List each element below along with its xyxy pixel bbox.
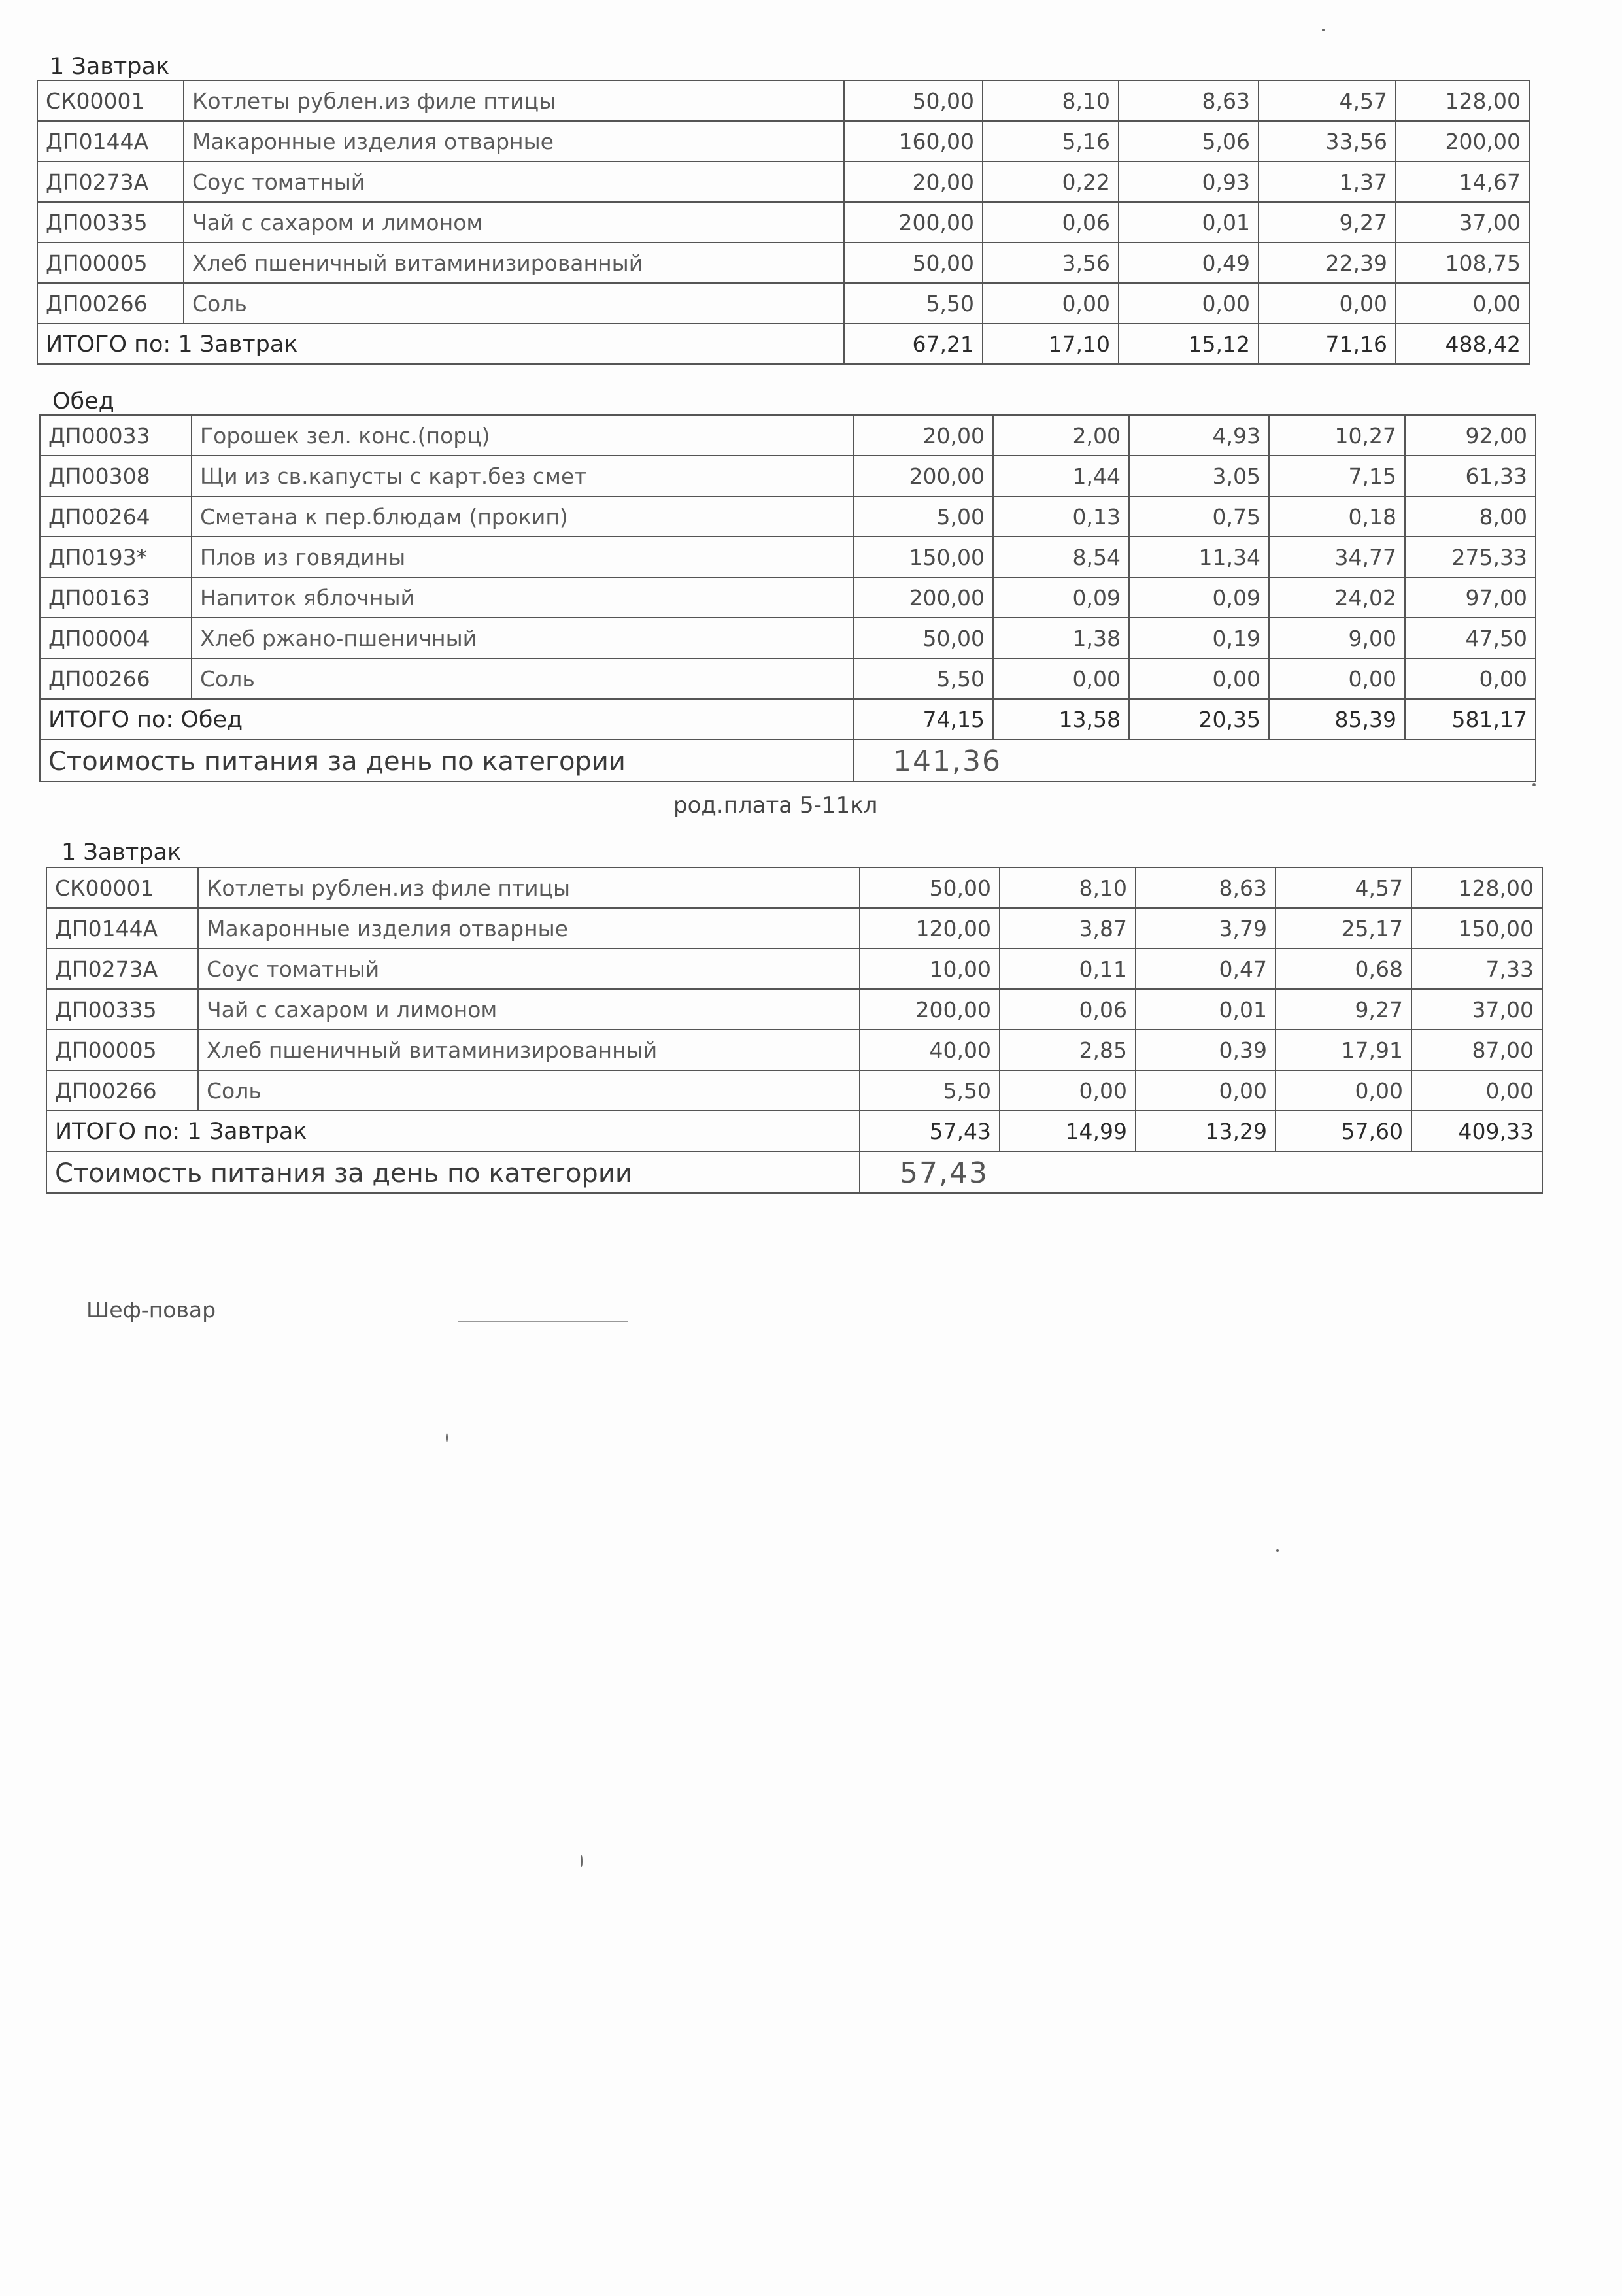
table-row [40, 618, 1536, 658]
total-weight: 57,43 [860, 1111, 1000, 1151]
dish-code: СК00001 [37, 80, 184, 121]
weight-cell: 200,00 [853, 577, 993, 618]
dish-code: ДП00335 [37, 202, 184, 243]
menu-table-breakfast-1 [37, 80, 1530, 365]
dish-code: ДП00033 [40, 415, 192, 456]
protein-cell: 0,00 [983, 283, 1119, 324]
table-row [37, 80, 1529, 121]
kcal-cell: 7,33 [1411, 949, 1542, 989]
table-row [37, 243, 1529, 283]
dish-name: Горошек зел. конс.(порц) [192, 415, 853, 456]
table-row [40, 415, 1536, 456]
dish-name: Напиток яблочный [192, 577, 853, 618]
total-weight: 67,21 [844, 324, 983, 364]
total-row [46, 1111, 1542, 1151]
table-row [46, 868, 1542, 908]
dish-name: Хлеб пшеничный витаминизированный [198, 1030, 860, 1070]
weight-cell: 200,00 [853, 456, 993, 496]
dish-name: Макаронные изделия отварные [198, 908, 860, 949]
fat-cell: 0,19 [1129, 618, 1269, 658]
kcal-cell: 8,00 [1405, 496, 1536, 537]
fat-cell: 0,39 [1136, 1030, 1276, 1070]
table-row [37, 161, 1529, 202]
weight-cell: 5,50 [853, 658, 993, 699]
scan-speck [1276, 1549, 1279, 1552]
table-row [40, 537, 1536, 577]
total-carbs: 57,60 [1276, 1111, 1411, 1151]
dish-name: Хлеб ржано-пшеничный [192, 618, 853, 658]
kcal-cell: 37,00 [1411, 989, 1542, 1030]
weight-cell: 5,50 [860, 1070, 1000, 1111]
table-row [40, 456, 1536, 496]
dish-name: Соус томатный [198, 949, 860, 989]
fat-cell: 4,93 [1129, 415, 1269, 456]
kcal-cell: 128,00 [1411, 868, 1542, 908]
fat-cell: 0,00 [1129, 658, 1269, 699]
cost-row [40, 739, 1536, 781]
dish-code: ДП0144А [37, 121, 184, 161]
kcal-cell: 150,00 [1411, 908, 1542, 949]
dish-code: СК00001 [46, 868, 198, 908]
carbs-cell: 1,37 [1259, 161, 1396, 202]
fat-cell: 0,47 [1136, 949, 1276, 989]
dish-name: Хлеб пшеничный витаминизированный [184, 243, 844, 283]
fat-cell: 3,05 [1129, 456, 1269, 496]
protein-cell: 3,87 [1000, 908, 1136, 949]
weight-cell: 50,00 [853, 618, 993, 658]
menu-table-lunch [39, 414, 1536, 782]
total-label: ИТОГО по: Обед [40, 699, 853, 739]
dish-name: Соль [198, 1070, 860, 1111]
protein-cell: 8,10 [1000, 868, 1136, 908]
fat-cell: 5,06 [1119, 121, 1259, 161]
weight-cell: 200,00 [844, 202, 983, 243]
weight-cell: 20,00 [844, 161, 983, 202]
dish-name: Макаронные изделия отварные [184, 121, 844, 161]
weight-cell: 10,00 [860, 949, 1000, 989]
weight-cell: 50,00 [844, 243, 983, 283]
total-protein: 14,99 [1000, 1111, 1136, 1151]
table-row [46, 1070, 1542, 1111]
table-row [37, 121, 1529, 161]
dish-name: Котлеты рублен.из филе птицы [184, 80, 844, 121]
dish-code: ДП00264 [40, 496, 192, 537]
kcal-cell: 61,33 [1405, 456, 1536, 496]
signature-line [458, 1321, 628, 1322]
kcal-cell: 108,75 [1396, 243, 1529, 283]
table-row [46, 949, 1542, 989]
weight-cell: 150,00 [853, 537, 993, 577]
kcal-cell: 97,00 [1405, 577, 1536, 618]
scan-speck [1532, 783, 1536, 786]
dish-code: ДП00335 [46, 989, 198, 1030]
kcal-cell: 0,00 [1411, 1070, 1542, 1111]
weight-cell: 40,00 [860, 1030, 1000, 1070]
carbs-cell: 34,77 [1269, 537, 1405, 577]
dish-code: ДП0273А [37, 161, 184, 202]
protein-cell: 3,56 [983, 243, 1119, 283]
protein-cell: 1,38 [993, 618, 1129, 658]
weight-cell: 5,50 [844, 283, 983, 324]
scan-speck [581, 1855, 583, 1867]
carbs-cell: 0,00 [1276, 1070, 1411, 1111]
cost-row [46, 1151, 1542, 1193]
protein-cell: 0,06 [983, 202, 1119, 243]
section-title-lunch: Обед [52, 388, 114, 414]
weight-cell: 20,00 [853, 415, 993, 456]
dish-name: Щи из св.капусты с карт.без смет [192, 456, 853, 496]
dish-name: Соль [184, 283, 844, 324]
protein-cell: 2,00 [993, 415, 1129, 456]
dish-code: ДП00266 [40, 658, 192, 699]
total-fat: 13,29 [1136, 1111, 1276, 1151]
weight-cell: 50,00 [860, 868, 1000, 908]
fat-cell: 0,00 [1136, 1070, 1276, 1111]
dish-code: ДП00266 [37, 283, 184, 324]
menu-table-breakfast-2 [46, 867, 1543, 1194]
total-row [37, 324, 1529, 364]
dish-code: ДП0273А [46, 949, 198, 989]
table-row [40, 496, 1536, 537]
protein-cell: 2,85 [1000, 1030, 1136, 1070]
fat-cell: 8,63 [1119, 80, 1259, 121]
dish-name: Чай с сахаром и лимоном [198, 989, 860, 1030]
dish-code: ДП0144А [46, 908, 198, 949]
total-kcal: 581,17 [1405, 699, 1536, 739]
dish-code: ДП0193* [40, 537, 192, 577]
total-carbs: 85,39 [1269, 699, 1405, 739]
table-row [40, 658, 1536, 699]
fat-cell: 3,79 [1136, 908, 1276, 949]
carbs-cell: 17,91 [1276, 1030, 1411, 1070]
protein-cell: 0,00 [993, 658, 1129, 699]
carbs-cell: 0,18 [1269, 496, 1405, 537]
breakfast-2-rows [46, 868, 1542, 1193]
total-label: ИТОГО по: 1 Завтрак [37, 324, 844, 364]
fat-cell: 0,01 [1119, 202, 1259, 243]
protein-cell: 0,13 [993, 496, 1129, 537]
cost-value: 57,43 [860, 1151, 1542, 1193]
kcal-cell: 0,00 [1396, 283, 1529, 324]
table-row [37, 283, 1529, 324]
dish-name: Котлеты рублен.из филе птицы [198, 868, 860, 908]
dish-code: ДП00005 [37, 243, 184, 283]
fat-cell: 0,00 [1119, 283, 1259, 324]
protein-cell: 1,44 [993, 456, 1129, 496]
carbs-cell: 25,17 [1276, 908, 1411, 949]
carbs-cell: 9,27 [1276, 989, 1411, 1030]
dish-code: ДП00004 [40, 618, 192, 658]
weight-cell: 120,00 [860, 908, 1000, 949]
cost-value: 141,36 [853, 739, 1536, 781]
total-label: ИТОГО по: 1 Завтрак [46, 1111, 860, 1151]
carbs-cell: 33,56 [1259, 121, 1396, 161]
kcal-cell: 87,00 [1411, 1030, 1542, 1070]
protein-cell: 0,22 [983, 161, 1119, 202]
fat-cell: 8,63 [1136, 868, 1276, 908]
carbs-cell: 22,39 [1259, 243, 1396, 283]
fat-cell: 0,93 [1119, 161, 1259, 202]
protein-cell: 0,00 [1000, 1070, 1136, 1111]
protein-cell: 5,16 [983, 121, 1119, 161]
breakfast-1-rows [37, 80, 1529, 364]
carbs-cell: 24,02 [1269, 577, 1405, 618]
weight-cell: 5,00 [853, 496, 993, 537]
carbs-cell: 9,27 [1259, 202, 1396, 243]
kcal-cell: 47,50 [1405, 618, 1536, 658]
carbs-cell: 0,68 [1276, 949, 1411, 989]
kcal-cell: 200,00 [1396, 121, 1529, 161]
kcal-cell: 14,67 [1396, 161, 1529, 202]
lunch-rows [40, 415, 1536, 781]
protein-cell: 0,09 [993, 577, 1129, 618]
fat-cell: 0,49 [1119, 243, 1259, 283]
scan-speck [446, 1433, 448, 1442]
kcal-cell: 92,00 [1405, 415, 1536, 456]
table-row [37, 202, 1529, 243]
section-title-breakfast-1: 1 Завтрак [50, 54, 170, 80]
fat-cell: 0,01 [1136, 989, 1276, 1030]
dish-name: Сметана к пер.блюдам (прокип) [192, 496, 853, 537]
fat-cell: 11,34 [1129, 537, 1269, 577]
total-kcal: 488,42 [1396, 324, 1529, 364]
dish-code: ДП00163 [40, 577, 192, 618]
weight-cell: 160,00 [844, 121, 983, 161]
dish-name: Чай с сахаром и лимоном [184, 202, 844, 243]
kcal-cell: 0,00 [1405, 658, 1536, 699]
category-subtitle: род.плата 5-11кл [673, 792, 878, 819]
weight-cell: 200,00 [860, 989, 1000, 1030]
total-fat: 15,12 [1119, 324, 1259, 364]
total-kcal: 409,33 [1411, 1111, 1542, 1151]
dish-name: Плов из говядины [192, 537, 853, 577]
protein-cell: 8,10 [983, 80, 1119, 121]
weight-cell: 50,00 [844, 80, 983, 121]
carbs-cell: 9,00 [1269, 618, 1405, 658]
dish-code: ДП00266 [46, 1070, 198, 1111]
carbs-cell: 7,15 [1269, 456, 1405, 496]
total-fat: 20,35 [1129, 699, 1269, 739]
dish-name: Соль [192, 658, 853, 699]
kcal-cell: 275,33 [1405, 537, 1536, 577]
protein-cell: 0,06 [1000, 989, 1136, 1030]
carbs-cell: 4,57 [1276, 868, 1411, 908]
carbs-cell: 0,00 [1269, 658, 1405, 699]
dish-code: ДП00005 [46, 1030, 198, 1070]
carbs-cell: 0,00 [1259, 283, 1396, 324]
kcal-cell: 37,00 [1396, 202, 1529, 243]
scan-speck [1322, 29, 1325, 31]
fat-cell: 0,75 [1129, 496, 1269, 537]
table-row [40, 577, 1536, 618]
cost-label: Стоимость питания за день по категории [40, 739, 853, 781]
kcal-cell: 128,00 [1396, 80, 1529, 121]
fat-cell: 0,09 [1129, 577, 1269, 618]
total-weight: 74,15 [853, 699, 993, 739]
carbs-cell: 4,57 [1259, 80, 1396, 121]
cost-label: Стоимость питания за день по категории [46, 1151, 860, 1193]
total-protein: 13,58 [993, 699, 1129, 739]
table-row [46, 908, 1542, 949]
total-carbs: 71,16 [1259, 324, 1396, 364]
total-protein: 17,10 [983, 324, 1119, 364]
carbs-cell: 10,27 [1269, 415, 1405, 456]
table-row [46, 989, 1542, 1030]
signature-label: Шеф-повар [86, 1297, 216, 1323]
total-row [40, 699, 1536, 739]
protein-cell: 8,54 [993, 537, 1129, 577]
dish-name: Соус томатный [184, 161, 844, 202]
dish-code: ДП00308 [40, 456, 192, 496]
section-title-breakfast-2: 1 Завтрак [61, 839, 182, 866]
table-row [46, 1030, 1542, 1070]
protein-cell: 0,11 [1000, 949, 1136, 989]
